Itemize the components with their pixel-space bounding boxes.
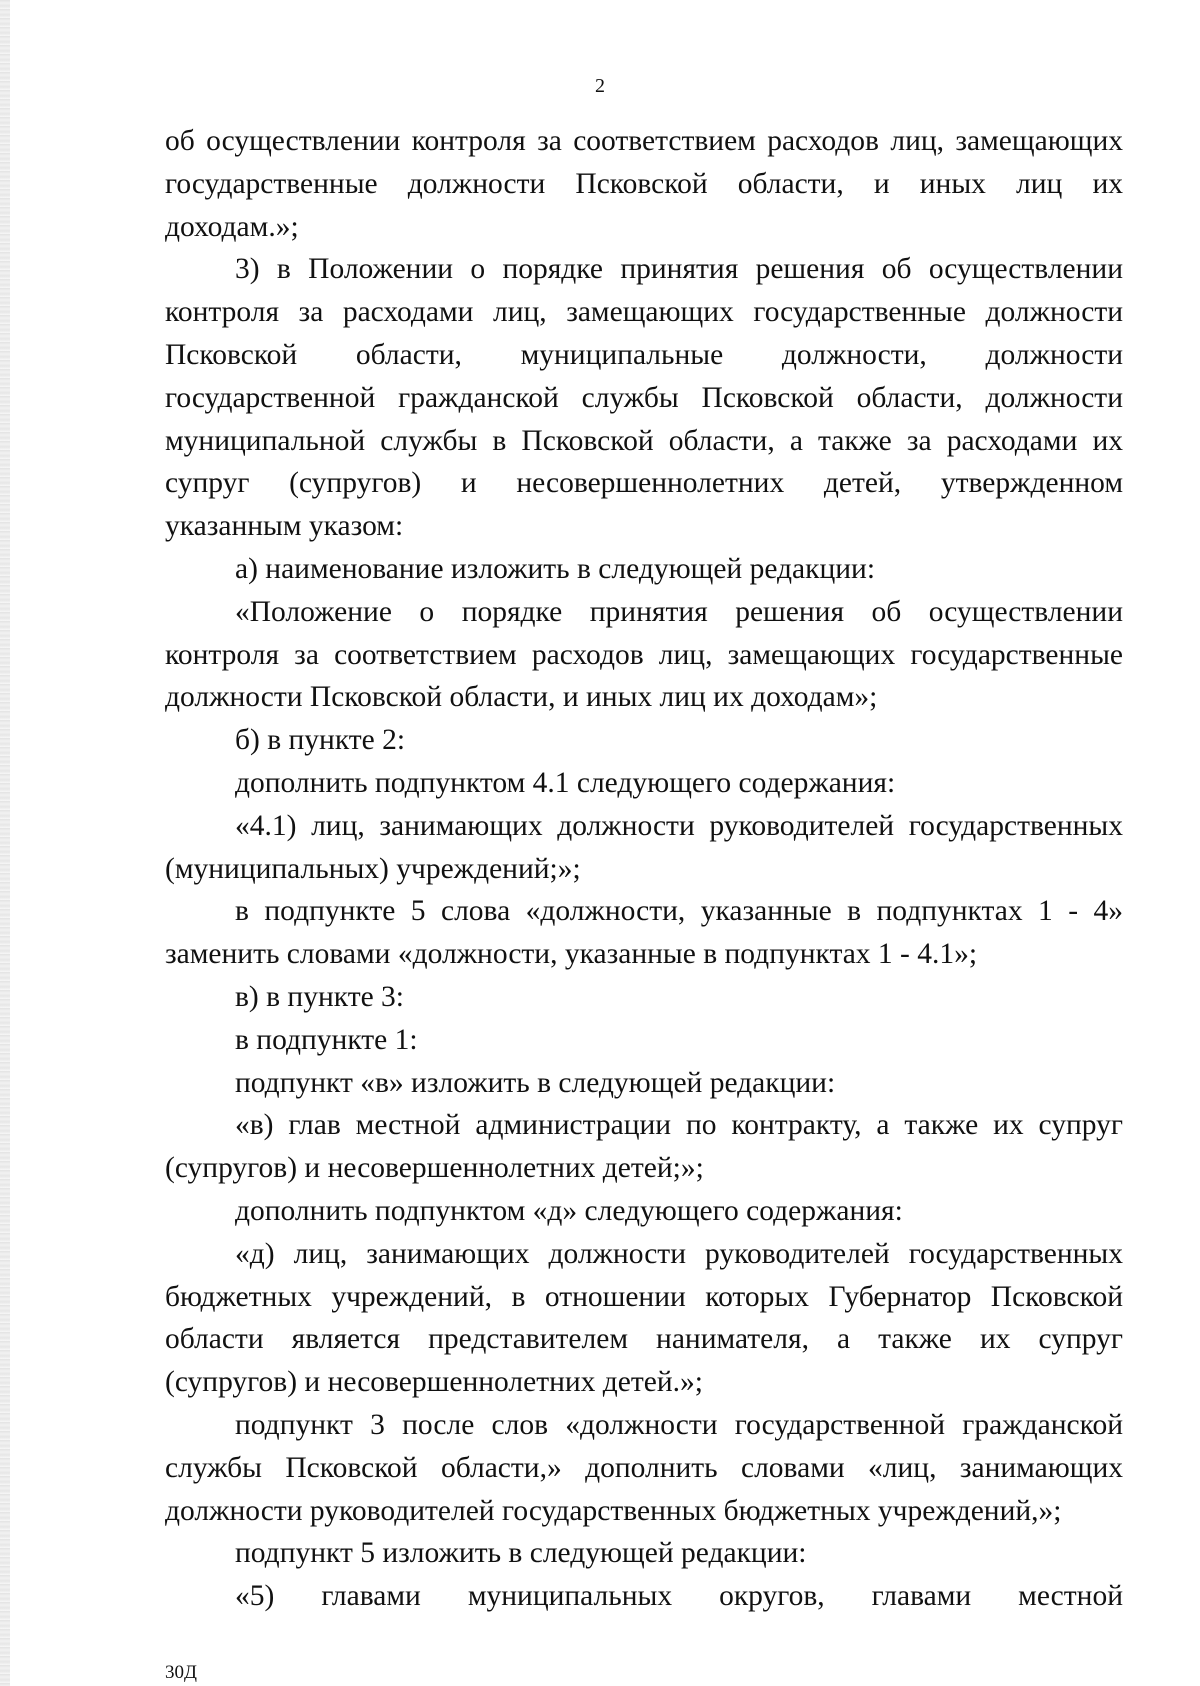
text-line: службы Псковской области,» дополнить словами «лиц, занимающих — [165, 1451, 1123, 1484]
text-line: Псковской области, муниципальные должности, должности — [165, 338, 1123, 371]
text-line: подпункт 3 после слов «должности государственной гражданской — [235, 1408, 1123, 1441]
text-line: (супругов) и несовершеннолетних детей;»; — [165, 1152, 704, 1185]
text-line: дополнить подпунктом 4.1 следующего содержания: — [235, 766, 896, 799]
text-line: должности Псковской области, и иных лиц их доходам»; — [165, 681, 878, 714]
text-line: супруг (супругов) и несовершеннолетних детей, утвержденном — [165, 467, 1123, 500]
text-line: в) в пункте 3: — [235, 980, 405, 1013]
scan-edge — [0, 0, 10, 1686]
text-line: об осуществлении контроля за соответствием расходов лиц, замещающих — [165, 125, 1123, 157]
text-line: «4.1) лиц, занимающих должности руководителей государственных — [235, 809, 1123, 842]
document-body — [165, 120, 1123, 1618]
text-line: 3) в Положении о порядке принятия решения об осуществлении — [235, 253, 1123, 286]
text-line: государственные должности Псковской области, и иных лиц их — [165, 167, 1123, 200]
text-line: области является представителем нанимателя, а также их супруг — [165, 1323, 1123, 1356]
text-line: «5) главами муниципальных округов, главами местной — [235, 1580, 1123, 1613]
text-line: в подпункте 1: — [235, 1023, 418, 1056]
text-line: доходам.»; — [165, 210, 299, 243]
text-line: (супругов) и несовершеннолетних детей.»; — [165, 1366, 703, 1399]
text-line: бюджетных учреждений, в отношении которых Губернатор Псковской — [165, 1280, 1123, 1313]
text-line: подпункт «в» изложить в следующей редакции: — [235, 1066, 836, 1099]
text-line: государственной гражданской службы Псковской области, должности — [165, 381, 1123, 414]
page-number: 2 — [595, 75, 605, 97]
text-line: заменить словами «должности, указанные в подпунктах 1 - 4.1»; — [165, 938, 978, 971]
text-line: муниципальной службы в Псковской области, а также за расходами их — [165, 424, 1123, 457]
document-code: 30Д — [165, 1662, 197, 1683]
text-line: «в) глав местной администрации по контракту, а также их супруг — [235, 1109, 1123, 1142]
text-line: контроля за соответствием расходов лиц, замещающих государственные — [165, 638, 1123, 671]
text-line: (муниципальных) учреждений;»; — [165, 852, 581, 885]
text-line: «д) лиц, занимающих должности руководителей государственных — [235, 1237, 1123, 1270]
text-line: в подпункте 5 слова «должности, указанные в подпунктах 1 - 4» — [235, 895, 1123, 928]
text-line: контроля за расходами лиц, замещающих государственные должности — [165, 296, 1123, 329]
text-line: б) в пункте 2: — [235, 724, 406, 757]
text-line: дополнить подпунктом «д» следующего содержания: — [235, 1194, 903, 1227]
text-line: должности руководителей государственных бюджетных учреждений,»; — [165, 1494, 1062, 1527]
text-line: подпункт 5 изложить в следующей редакции: — [235, 1537, 807, 1570]
text-line: «Положение о порядке принятия решения об осуществлении — [235, 595, 1123, 628]
text-line: а) наименование изложить в следующей редакции: — [235, 552, 876, 585]
text-line: указанным указом: — [165, 510, 404, 543]
